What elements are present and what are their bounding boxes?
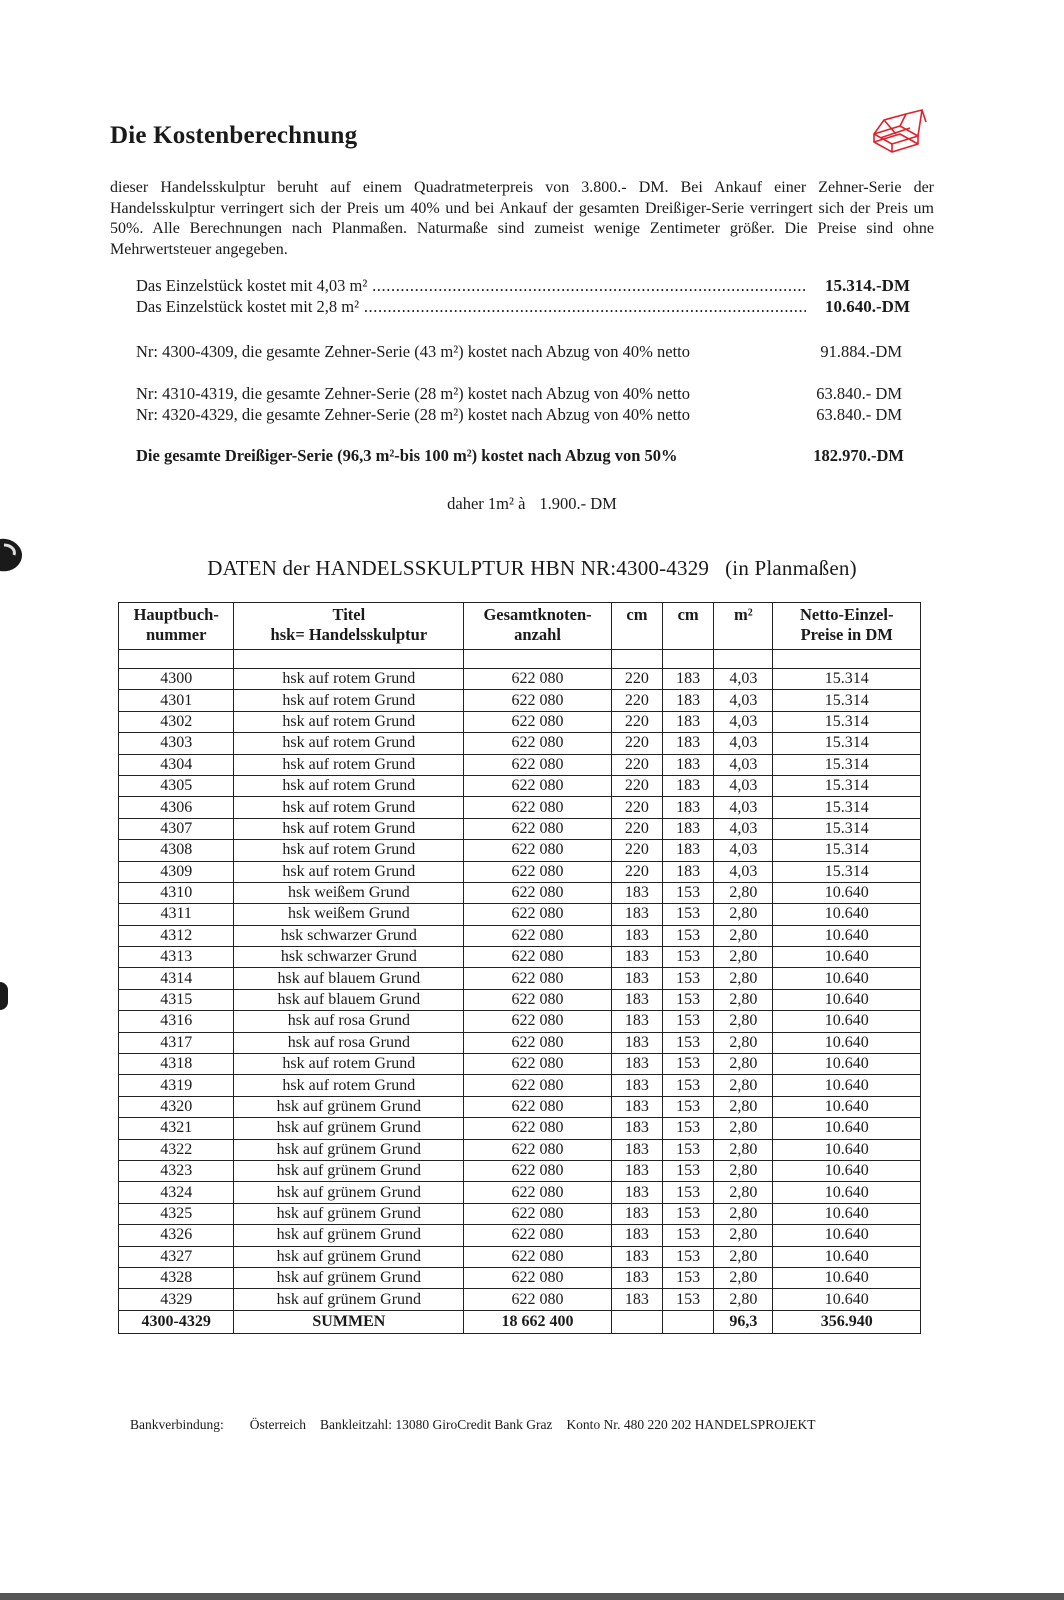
intro-paragraph: dieser Handelsskulptur beruht auf einem Quadratmeterpreis von 3.800.- DM. Bei Ankauf einer Zehner-Serie der Handelsskulptur verringert sich der Preis um 40% und bei Ankauf der gesamten Dreißiger-Serie verringert sich der Preis um 50%. Alle Berechnungen nach Planmaßen. Naturmaße sind zumeist wenige Zentimeter größer. Die Preise sind ohne Mehrwertsteuer angegeben. (110, 179, 934, 258)
table-cell: hsk auf grünem Grund (234, 1118, 464, 1139)
table-cell: hsk auf grünem Grund (234, 1096, 464, 1117)
red-wireframe-box-logo-icon (870, 108, 928, 154)
table-cell: 4,03 (714, 797, 773, 818)
table-cell: hsk auf rotem Grund (234, 1075, 464, 1096)
sum-cell: 356.940 (773, 1310, 921, 1333)
bank-details (130, 1417, 910, 1433)
table-cell: hsk schwarzer Grund (234, 947, 464, 968)
table-cell: 4317 (119, 1032, 234, 1053)
bank-account: Konto Nr. 480 220 202 HANDELSPROJEKT (566, 1417, 816, 1432)
table-cell: 183 (663, 818, 714, 839)
table-cell: 183 (611, 904, 662, 925)
table-cell: 153 (663, 1225, 714, 1246)
table-header-row (119, 603, 921, 650)
table-cell: 183 (663, 775, 714, 796)
table-row (119, 669, 921, 690)
table-cell: 622 080 (464, 1054, 612, 1075)
sum-cell (611, 1310, 662, 1333)
table-cell: 183 (663, 861, 714, 882)
table-cell: 183 (611, 1160, 662, 1181)
table-cell: 622 080 (464, 754, 612, 775)
table-cell: 622 080 (464, 1203, 612, 1224)
table-cell: 4307 (119, 818, 234, 839)
table-cell: 220 (611, 775, 662, 796)
table-cell: 4304 (119, 754, 234, 775)
table-cell: 4,03 (714, 861, 773, 882)
table-cell: 183 (611, 1139, 662, 1160)
table-row (119, 1289, 921, 1310)
table-row (119, 775, 921, 796)
sum-cell: 96,3 (714, 1310, 773, 1333)
table-cell: 4,03 (714, 775, 773, 796)
table-cell: 622 080 (464, 1096, 612, 1117)
bank-label: Bankverbindung: (130, 1417, 224, 1432)
table-row (119, 711, 921, 732)
table-cell: 10.640 (773, 1032, 921, 1053)
table-cell: 4318 (119, 1054, 234, 1075)
table-cell: 183 (663, 840, 714, 861)
binder-hole-mark-icon (0, 982, 8, 1010)
table-cell: 15.314 (773, 754, 921, 775)
table-cell: 2,80 (714, 1160, 773, 1181)
price-value: 63.840.- DM (816, 384, 902, 403)
table-cell: 220 (611, 818, 662, 839)
table-cell: 220 (611, 690, 662, 711)
table-row (119, 968, 921, 989)
table-cell: 622 080 (464, 904, 612, 925)
table-cell: 183 (611, 1118, 662, 1139)
table-cell: 183 (611, 1075, 662, 1096)
price-per-sqm-line (0, 494, 1064, 514)
table-cell: 15.314 (773, 818, 921, 839)
table-cell: hsk auf rotem Grund (234, 1054, 464, 1075)
table-row (119, 818, 921, 839)
table-cell: 183 (663, 690, 714, 711)
table-cell: 622 080 (464, 818, 612, 839)
header-cell: cm (663, 603, 714, 650)
table-row (119, 1032, 921, 1053)
price-line-single-28 (136, 297, 910, 319)
table-cell: 622 080 (464, 1246, 612, 1267)
table-cell: 622 080 (464, 1289, 612, 1310)
table-cell: 183 (611, 989, 662, 1010)
table-cell: 10.640 (773, 1075, 921, 1096)
table-cell: 4301 (119, 690, 234, 711)
header-cell: Titel hsk= Handelsskulptur (234, 603, 464, 650)
table-cell: 622 080 (464, 1032, 612, 1053)
table-cell: 15.314 (773, 733, 921, 754)
table-cell: 4326 (119, 1225, 234, 1246)
sum-cell: 18 662 400 (464, 1310, 612, 1333)
table-cell: 622 080 (464, 711, 612, 732)
table-cell: 183 (611, 1246, 662, 1267)
price-per-sqm-value: 1.900.- DM (539, 494, 617, 513)
table-cell: 183 (611, 882, 662, 903)
table-cell: 4308 (119, 840, 234, 861)
table-cell: 10.640 (773, 1267, 921, 1288)
table-row (119, 1203, 921, 1224)
table-cell: 4310 (119, 882, 234, 903)
table-cell: hsk auf grünem Grund (234, 1289, 464, 1310)
table-cell: 622 080 (464, 1225, 612, 1246)
table-cell: 2,80 (714, 1246, 773, 1267)
table-cell: 622 080 (464, 861, 612, 882)
table-cell: 220 (611, 669, 662, 690)
table-cell: 153 (663, 1182, 714, 1203)
table-row (119, 904, 921, 925)
table-cell: 10.640 (773, 1246, 921, 1267)
table-cell: hsk auf grünem Grund (234, 1225, 464, 1246)
table-cell: hsk weißem Grund (234, 904, 464, 925)
table-cell: hsk auf grünem Grund (234, 1203, 464, 1224)
table-cell: 153 (663, 1096, 714, 1117)
price-label: Nr: 4300-4309, die gesamte Zehner-Serie (43 m²) kostet nach Abzug von 40% netto (136, 342, 691, 361)
table-cell: 153 (663, 882, 714, 903)
table-cell: 153 (663, 1246, 714, 1267)
table-cell: 183 (611, 1289, 662, 1310)
table-cell: 153 (663, 947, 714, 968)
table-cell: 4321 (119, 1118, 234, 1139)
table-cell: 10.640 (773, 1096, 921, 1117)
table-cell: 2,80 (714, 1011, 773, 1032)
table-row (119, 1096, 921, 1117)
table-cell: 4324 (119, 1182, 234, 1203)
table-cell: 153 (663, 1289, 714, 1310)
table-cell: 153 (663, 1011, 714, 1032)
table-cell: 15.314 (773, 711, 921, 732)
binder-hole-mark-icon (0, 535, 24, 575)
table-cell: 2,80 (714, 968, 773, 989)
table-cell: 183 (663, 797, 714, 818)
price-label: Das Einzelstück kostet mit 2,8 m² ..... (136, 297, 806, 317)
page-title: Die Kostenberechnung (110, 122, 358, 149)
table-cell: 4306 (119, 797, 234, 818)
table-cell: 15.314 (773, 840, 921, 861)
table-cell: 4325 (119, 1203, 234, 1224)
table-cell: 4,03 (714, 733, 773, 754)
table-cell: 4323 (119, 1160, 234, 1181)
table-cell: 622 080 (464, 1160, 612, 1181)
table-cell: hsk auf blauem Grund (234, 989, 464, 1010)
table-cell: 10.640 (773, 1054, 921, 1075)
table-row (119, 1182, 921, 1203)
table-row (119, 1160, 921, 1181)
price-line-series-4320 (136, 405, 910, 427)
table-cell: 4315 (119, 989, 234, 1010)
table-cell: hsk auf rotem Grund (234, 861, 464, 882)
table-cell: 10.640 (773, 1225, 921, 1246)
table-row (119, 861, 921, 882)
table-cell: hsk schwarzer Grund (234, 925, 464, 946)
price-per-sqm-label: daher 1m² à (447, 494, 526, 513)
table-cell: 153 (663, 1118, 714, 1139)
table-cell: 2,80 (714, 1118, 773, 1139)
table-cell: 622 080 (464, 1182, 612, 1203)
table-cell: hsk weißem Grund (234, 882, 464, 903)
table-cell: 183 (611, 925, 662, 946)
table-cell: 4329 (119, 1289, 234, 1310)
price-line-total (136, 446, 910, 468)
table-cell: 10.640 (773, 1203, 921, 1224)
price-label: Die gesamte Dreißiger-Serie (96,3 m²-bis 100 m²) kostet nach Abzug von 50% (136, 446, 678, 465)
sculpture-data-table (118, 602, 921, 1334)
table-cell: 15.314 (773, 690, 921, 711)
table-cell: 622 080 (464, 882, 612, 903)
table-cell: 2,80 (714, 947, 773, 968)
table-cell: 2,80 (714, 1032, 773, 1053)
table-cell: 183 (663, 754, 714, 775)
table-cell: 622 080 (464, 968, 612, 989)
table-cell: 183 (663, 669, 714, 690)
table-cell: 2,80 (714, 1139, 773, 1160)
table-sum-row (119, 1310, 921, 1333)
table-cell: hsk auf rotem Grund (234, 754, 464, 775)
table-cell: 2,80 (714, 1182, 773, 1203)
price-label: Das Einzelstück kostet mit 4,03 m² ..... (136, 276, 806, 296)
table-cell: 15.314 (773, 861, 921, 882)
table-cell: 10.640 (773, 1289, 921, 1310)
table-cell: 183 (611, 947, 662, 968)
table-cell: hsk auf rotem Grund (234, 669, 464, 690)
table-cell: 10.640 (773, 1011, 921, 1032)
table-cell: hsk auf blauem Grund (234, 968, 464, 989)
table-cell: 183 (663, 711, 714, 732)
table-cell: hsk auf grünem Grund (234, 1160, 464, 1181)
table-cell: 183 (611, 968, 662, 989)
table-row (119, 947, 921, 968)
price-value: 91.884.-DM (820, 342, 902, 361)
table-cell: 153 (663, 1075, 714, 1096)
table-cell: 2,80 (714, 1054, 773, 1075)
price-label: Nr: 4320-4329, die gesamte Zehner-Serie (28 m²) kostet nach Abzug von 40% netto (136, 405, 691, 424)
table-row (119, 797, 921, 818)
table-cell: 183 (611, 1203, 662, 1224)
sum-cell (663, 1310, 714, 1333)
table-cell: 622 080 (464, 947, 612, 968)
table-cell: hsk auf grünem Grund (234, 1182, 464, 1203)
table-cell: 183 (611, 1096, 662, 1117)
table-cell: 220 (611, 797, 662, 818)
table-cell: 4327 (119, 1246, 234, 1267)
table-cell: 4314 (119, 968, 234, 989)
table-cell: 183 (611, 1011, 662, 1032)
bank-country: Österreich (249, 1417, 306, 1432)
table-cell: 2,80 (714, 904, 773, 925)
table-row (119, 1139, 921, 1160)
table-cell: 153 (663, 925, 714, 946)
table-row (119, 925, 921, 946)
price-value: 63.840.- DM (816, 405, 902, 424)
table-cell: 4311 (119, 904, 234, 925)
header-cell: Netto-Einzel- Preise in DM (773, 603, 921, 650)
table-cell: hsk auf rosa Grund (234, 1011, 464, 1032)
table-cell: 10.640 (773, 904, 921, 925)
table-cell: 622 080 (464, 1075, 612, 1096)
table-cell: 4319 (119, 1075, 234, 1096)
table-row (119, 733, 921, 754)
table-cell: 622 080 (464, 1139, 612, 1160)
table-cell: 10.640 (773, 1139, 921, 1160)
table-cell: 183 (663, 733, 714, 754)
table-cell: 183 (611, 1225, 662, 1246)
table-cell: 2,80 (714, 925, 773, 946)
table-cell: 2,80 (714, 1203, 773, 1224)
table-cell: 4,03 (714, 818, 773, 839)
table-cell: 153 (663, 968, 714, 989)
table-cell: hsk auf rotem Grund (234, 690, 464, 711)
table-row (119, 1267, 921, 1288)
table-cell: 2,80 (714, 989, 773, 1010)
table-row (119, 882, 921, 903)
table-cell: 4312 (119, 925, 234, 946)
price-value: 10.640.-DM (825, 297, 910, 316)
table-cell: 622 080 (464, 1267, 612, 1288)
table-spacer-row (119, 650, 921, 669)
table-cell: 2,80 (714, 1096, 773, 1117)
table-row (119, 1011, 921, 1032)
table-cell: 622 080 (464, 989, 612, 1010)
table-cell: 183 (611, 1182, 662, 1203)
table-cell: 2,80 (714, 1075, 773, 1096)
table-cell: 2,80 (714, 1267, 773, 1288)
table-title-suffix: (in Planmaßen) (725, 556, 857, 580)
table-cell: 10.640 (773, 989, 921, 1010)
table-cell: 622 080 (464, 669, 612, 690)
table-row (119, 1246, 921, 1267)
table-cell: 15.314 (773, 775, 921, 796)
table-cell: 220 (611, 711, 662, 732)
table-cell: 4328 (119, 1267, 234, 1288)
table-cell: 622 080 (464, 690, 612, 711)
price-value: 15.314.-DM (825, 276, 910, 295)
table-cell: 153 (663, 1203, 714, 1224)
bank-details-text: Bankleitzahl: 13080 GiroCredit Bank Graz (319, 1417, 553, 1432)
table-row (119, 989, 921, 1010)
header-cell: Hauptbuch- nummer (119, 603, 234, 650)
table-cell: 153 (663, 1139, 714, 1160)
header-cell: cm (611, 603, 662, 650)
table-title (0, 556, 1064, 581)
table-cell: 4305 (119, 775, 234, 796)
table-cell: 4316 (119, 1011, 234, 1032)
table-row (119, 690, 921, 711)
table-cell: 153 (663, 1160, 714, 1181)
price-line-single-403 (136, 276, 910, 298)
table-cell: hsk auf grünem Grund (234, 1139, 464, 1160)
table-cell: 622 080 (464, 797, 612, 818)
table-cell: 622 080 (464, 925, 612, 946)
table-cell: 220 (611, 754, 662, 775)
table-cell: 4,03 (714, 690, 773, 711)
header-cell: Gesamtknoten- anzahl (464, 603, 612, 650)
table-row (119, 1054, 921, 1075)
table-cell: 10.640 (773, 947, 921, 968)
table-cell: 4322 (119, 1139, 234, 1160)
table-row (119, 754, 921, 775)
table-cell: 4313 (119, 947, 234, 968)
table-cell: 220 (611, 840, 662, 861)
table-cell: 153 (663, 989, 714, 1010)
table-cell: 15.314 (773, 669, 921, 690)
price-line-series-4300 (136, 342, 910, 364)
table-cell: hsk auf rosa Grund (234, 1032, 464, 1053)
table-cell: 10.640 (773, 1182, 921, 1203)
table-cell: 153 (663, 1267, 714, 1288)
table-row (119, 1075, 921, 1096)
table-cell: 2,80 (714, 1225, 773, 1246)
table-title-main: DATEN der HANDELSSKULPTUR HBN NR:4300-4329 (207, 556, 710, 580)
table-cell: 183 (611, 1054, 662, 1075)
table-cell: 4300 (119, 669, 234, 690)
table-cell: 10.640 (773, 1160, 921, 1181)
table-cell: 4,03 (714, 840, 773, 861)
table-cell: 4303 (119, 733, 234, 754)
table-cell: 10.640 (773, 925, 921, 946)
table-cell: 220 (611, 861, 662, 882)
table-body (119, 669, 921, 1311)
table-cell: 10.640 (773, 882, 921, 903)
header-cell: m² (714, 603, 773, 650)
table-cell: 4320 (119, 1096, 234, 1117)
table-cell: 4,03 (714, 754, 773, 775)
table-cell: 153 (663, 1032, 714, 1053)
table-cell: hsk auf rotem Grund (234, 733, 464, 754)
table-cell: hsk auf grünem Grund (234, 1267, 464, 1288)
table-row (119, 1225, 921, 1246)
sum-cell: 4300-4329 (119, 1310, 234, 1333)
sum-cell: SUMMEN (234, 1310, 464, 1333)
table-cell: hsk auf rotem Grund (234, 797, 464, 818)
table-cell: hsk auf rotem Grund (234, 711, 464, 732)
table-row (119, 1118, 921, 1139)
table-cell: 183 (611, 1267, 662, 1288)
table-cell: 153 (663, 1054, 714, 1075)
table-cell: hsk auf rotem Grund (234, 818, 464, 839)
table-cell: 2,80 (714, 1289, 773, 1310)
table-cell: 10.640 (773, 1118, 921, 1139)
table-cell: 622 080 (464, 1011, 612, 1032)
table-cell: 622 080 (464, 775, 612, 796)
table-cell: 153 (663, 904, 714, 925)
table-cell: 622 080 (464, 733, 612, 754)
table-cell: 4302 (119, 711, 234, 732)
price-label: Nr: 4310-4319, die gesamte Zehner-Serie (28 m²) kostet nach Abzug von 40% netto (136, 384, 691, 403)
table-cell: 4,03 (714, 669, 773, 690)
table-row (119, 840, 921, 861)
table-cell: 183 (611, 1032, 662, 1053)
scan-edge-bar (0, 1593, 1064, 1600)
table-cell: 4309 (119, 861, 234, 882)
table-cell: 10.640 (773, 968, 921, 989)
table-cell: 220 (611, 733, 662, 754)
price-value: 182.970.-DM (813, 446, 904, 465)
table-cell: hsk auf rotem Grund (234, 775, 464, 796)
table-cell: 622 080 (464, 1118, 612, 1139)
table-cell: 622 080 (464, 840, 612, 861)
table-cell: hsk auf rotem Grund (234, 840, 464, 861)
table-cell: 15.314 (773, 797, 921, 818)
price-line-series-4310 (136, 384, 910, 406)
table-cell: 2,80 (714, 882, 773, 903)
table-cell: 4,03 (714, 711, 773, 732)
table-cell: hsk auf grünem Grund (234, 1246, 464, 1267)
